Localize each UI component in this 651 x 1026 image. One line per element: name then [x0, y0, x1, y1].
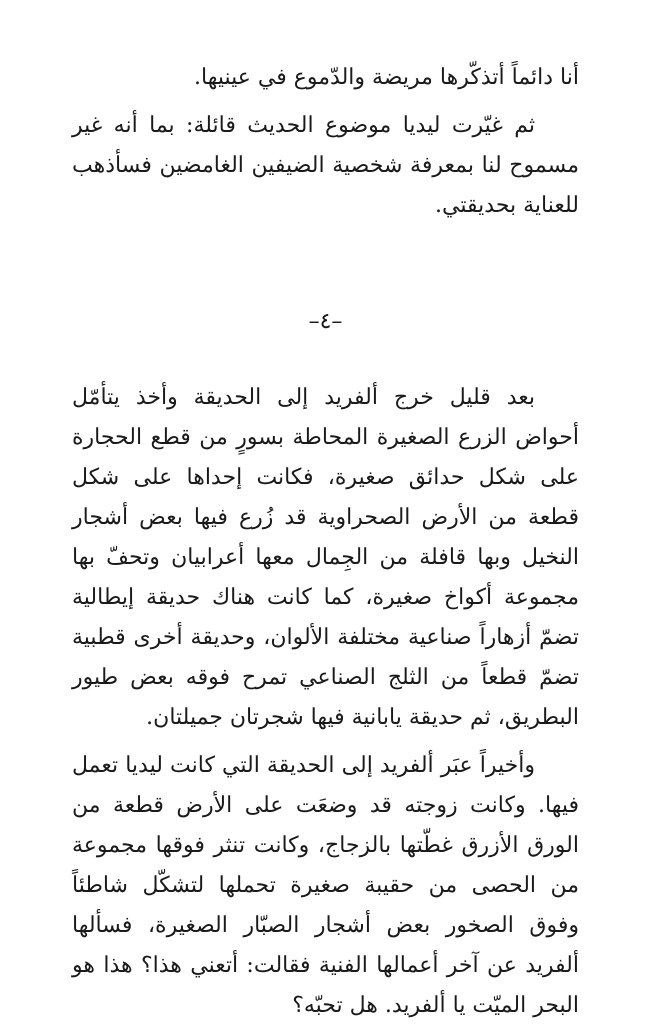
paragraph-continuation: أنا دائماً أتذكّرها مريضة والدّموع في عينيها.: [194, 65, 579, 90]
paragraph-lydia-garden: ثم غيّرت ليديا موضوع الحديث قائلة: بما أنه غير مسموح لنا بمعرفة شخصية الضيفين الغامضين فسأذهب للعناية بحديقتي.: [72, 113, 579, 218]
paragraph-dead-sea: وأخيراً عبَر ألفريد إلى الحديقة التي كانت ليديا تعمل فيها. وكانت زوجته قد وضعَت على الأرض قطعة من الورق الأزرق غطّتها بالزجاج، وكانت تنثر فوقها مجموعة من الحصى من حقيبة صغيرة تحملها لتشكّل شاطئاً وفوق الصخور بعض أشجار الصبّار الصغيرة، فسألها ألفريد عن آخر أعمالها الفنية فقالت: أتعني هذا؟ هذا هو البحر الميّت يا ألفريد. هل تحبّه؟: [72, 753, 579, 1018]
paragraph-gardens: بعد قليل خرج ألفريد إلى الحديقة وأخذ يتأمّل أحواض الزرع الصغيرة المحاطة بسورٍ من قطع الحجارة على شكل حدائق صغيرة، فكانت إحداها على شكل قطعة من الأرض الصحراوية قد زُرع فيها بعض أشجار النخيل وبها قافلة من الجِمال معها أعرابيان وتحفّ بها مجموعة أكواخ صغيرة، كما كانت هناك حديقة إيطالية تضمّ أزهاراً صناعية مختلفة الألوان، وحديقة أخرى قطبية تضمّ قطعاً من الثلج الصناعي تمرح فوقه بعض طيور البطريق، ثم حديقة يابانية فيها شجرتان جميلتان.: [72, 385, 579, 730]
section-number: –٤–: [308, 309, 343, 334]
